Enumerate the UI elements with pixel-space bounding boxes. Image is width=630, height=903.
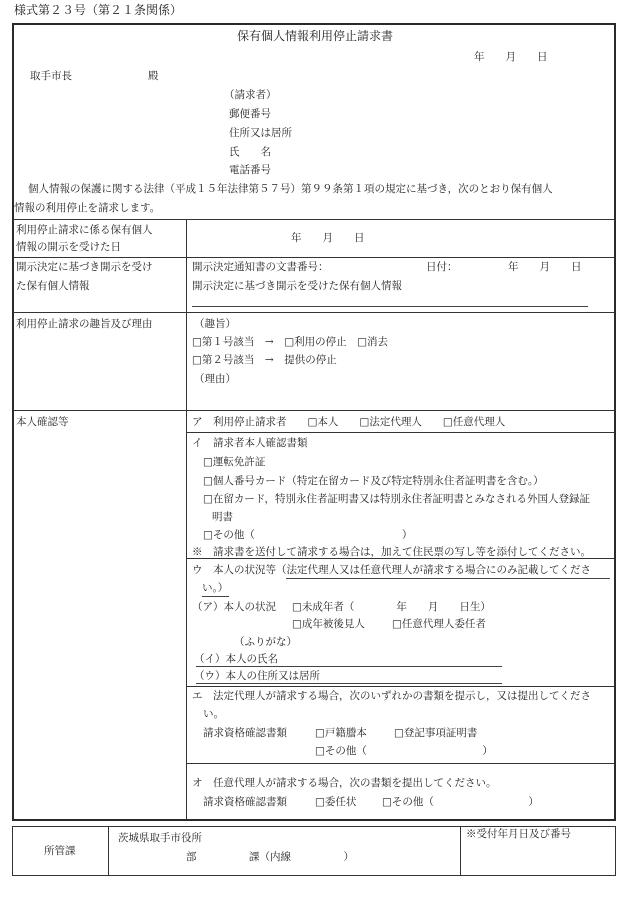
footer-divider-2 [460, 826, 461, 876]
row2-date-value: 年 月 日 [508, 261, 582, 273]
principal-address-label: （ウ）本人の住所又は居所 [194, 670, 320, 682]
id-option-drivers-license[interactable]: □運転免許証 [203, 456, 266, 468]
principal-status-heading-1: ウ 本人の状況等（法定代理人又は任意代理人が請求する場合にのみ記載してくださ [192, 564, 591, 576]
row1-rule [13, 257, 615, 258]
row2-info-label: 開示決定に基づき開示を受けた保有個人情報 [192, 280, 402, 292]
row2-info-underline [192, 306, 588, 307]
requester-postal-label: 郵便番号 [229, 108, 271, 120]
voluntary-rep-heading: オ 任意代理人が請求する場合，次の書類を提出してください。 [192, 777, 497, 789]
footer-dept-label: 所管課 [44, 845, 76, 857]
footer-receipt-label: ※受付年月日及び番号 [466, 828, 571, 840]
legal-rep-family-register-option[interactable]: □戸籍謄本 [315, 727, 367, 739]
addressee: 取手市長 [30, 70, 72, 82]
row2-label-line1: 開示決定に基づき開示を受け [16, 261, 153, 273]
row1-label-line1: 利用停止請求に係る保有個人 [16, 224, 153, 236]
requester-heading: （請求者） [224, 89, 277, 101]
intro-line-1: 個人情報の保護に関する法律（平成１５年法律第５７号）第９９条第１項の規定に基づき，次のとおり保有個人 [28, 183, 553, 195]
principal-address-underline [196, 683, 502, 684]
principal-heading-underline-1 [286, 578, 610, 579]
reason-heading: （理由） [194, 373, 236, 385]
row2-label-line2: た保有個人情報 [16, 280, 90, 292]
requester-phone-label: 電話番号 [229, 164, 271, 176]
principal-name-label: （イ）本人の氏名 [194, 653, 278, 665]
principal-heading-underline-2 [202, 596, 229, 597]
row4-e-rule [186, 763, 615, 764]
voluntary-rep-other-option[interactable]: □その他（ ） [382, 796, 539, 808]
principal-status-label: （ア）本人の状況 [192, 601, 276, 613]
row2-rule [13, 312, 615, 313]
requester-name-label: 氏 名 [229, 146, 271, 158]
id-option-residence-card[interactable]: □在留カード，特別永住者証明書又は特別永住者証明書とみなされる外国人登録証 [203, 493, 590, 505]
id-option-mynumber-card[interactable]: □個人番号カード（特定在留カード及び特定特別永住者証明書を含む。） [203, 475, 544, 487]
footer-divider-1 [108, 826, 109, 876]
addressee-suffix: 殿 [148, 70, 159, 82]
legal-rep-heading-1: エ 法定代理人が請求する場合，次のいずれかの書類を提示し，又は提出してくださ [192, 690, 591, 702]
requester-type-options[interactable]: ア 利用停止請求者 □本人 □法定代理人 □任意代理人 [192, 416, 506, 428]
voluntary-rep-doc-label: 請求資格確認書類 [203, 796, 287, 808]
row3-label: 利用停止請求の趣旨及び理由 [16, 318, 153, 330]
row4-label: 本人確認等 [16, 416, 69, 428]
purpose-option-1[interactable]: □第１号該当 → □利用の停止 □消去 [192, 336, 389, 348]
row4-u-rule [186, 686, 615, 687]
purpose-heading: （趣旨） [194, 318, 236, 330]
footer-dept-line: 部 課（内線 ） [186, 851, 354, 863]
intro-line-2: 情報の利用停止を請求します。 [14, 202, 161, 214]
row2-doc-number-label: 開示決定通知書の文書番号： [192, 261, 329, 273]
column-divider [186, 219, 187, 820]
row4-a-rule [186, 432, 615, 433]
principal-guardian-option[interactable]: □成年被後見人 [292, 618, 365, 630]
form-title: 保有個人情報利用停止請求書 [236, 29, 393, 43]
principal-minor-option[interactable]: □未成年者（ 年 月 日生） [292, 601, 491, 613]
id-document-note: ※ 請求書を送付して請求する場合は，加えて住民票の写し等を添付してください。 [192, 546, 591, 558]
id-option-residence-card-cont: 明書 [212, 511, 233, 523]
legal-rep-registry-cert-option[interactable]: □登記事項証明書 [394, 727, 478, 739]
row3-rule [13, 410, 615, 411]
principal-name-underline [196, 666, 502, 667]
id-option-other[interactable]: □その他（ ） [203, 529, 413, 541]
row1-label-line2: 情報の開示を受けた日 [16, 241, 121, 253]
form-number: 様式第２３号（第２１条関係） [14, 3, 183, 17]
principal-proxy-option[interactable]: □任意代理人委任者 [392, 618, 486, 630]
legal-rep-other-option[interactable]: □その他（ ） [315, 745, 493, 757]
date-line: 年 月 日 [474, 51, 548, 63]
row1-date-value: 年 月 日 [291, 232, 365, 244]
id-document-heading: イ 請求者本人確認書類 [192, 437, 308, 449]
legal-rep-doc-label: 請求資格確認書類 [203, 727, 287, 739]
principal-status-heading-2: い。） [202, 582, 229, 594]
table-top-rule [13, 219, 615, 220]
purpose-option-2[interactable]: □第２号該当 → 提供の停止 [192, 354, 337, 366]
row2-date-label: 日付： [426, 261, 458, 273]
legal-rep-heading-2: い。 [203, 708, 224, 720]
principal-furigana-label: （ふりがな） [234, 636, 297, 648]
footer-office-name: 茨城県取手市役所 [118, 832, 202, 844]
requester-address-label: 住所又は居所 [229, 127, 292, 139]
voluntary-rep-power-of-attorney-option[interactable]: □委任状 [315, 796, 357, 808]
